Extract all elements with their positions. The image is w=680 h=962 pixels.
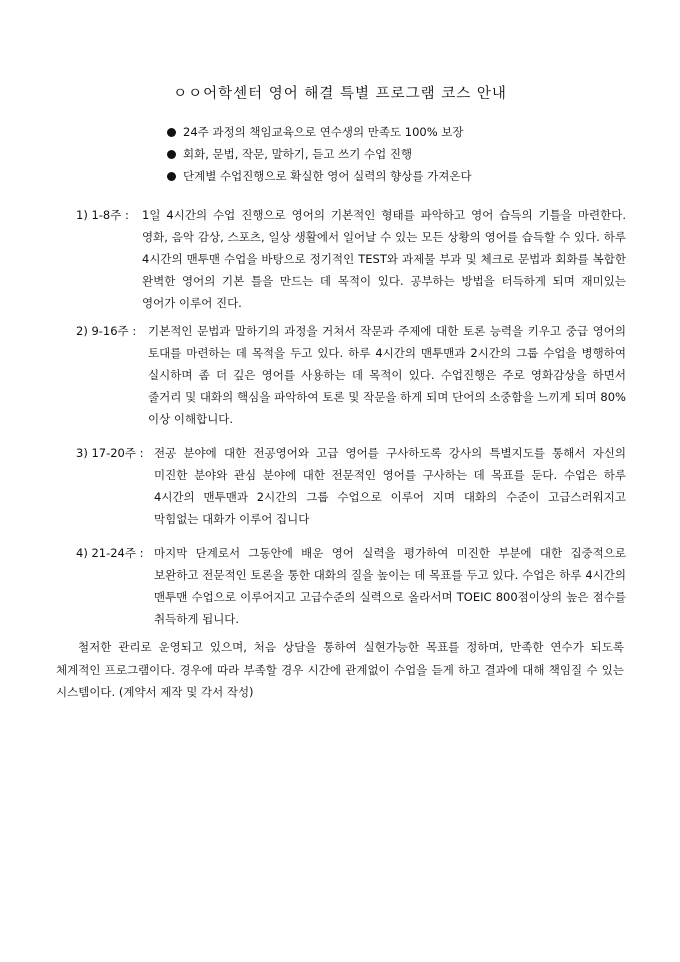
section-text: 1일 4시간의 수업 진행으로 영어의 기본적인 형태를 파악하고 영어 습득의 기틀을 마련한다. 영화, 음악 감상, 스포츠, 일상 생활에서 일어날 수 있는 모든 상황의 영어를 습득할 수 있다. 하루 4시간의 맨투맨 수업을 바탕으로 정기적인 TEST와 과제물 부과 및 체크로 문법과 회화를 복합한 완벽한 영어의 기본 틀을 만드는 데 목적이 있다. 공부하는 방법을 터득하게 되며 재미있는 영어가 이루어 진다. [142,208,626,310]
highlight-list [167,121,472,187]
highlight-text: 회화, 문법, 작문, 말하기, 듣고 쓰기 수업 진행 [183,147,413,161]
course-section-3 [76,442,626,530]
section-text: 전공 분야에 대한 전공영어와 고급 영어를 구사하도록 강사의 특별지도를 통해서 자신의 미진한 분야와 관심 분야에 대한 전문적인 영어를 구사하는 데 목표를 둔다. 수업은 하루 4시간의 맨투맨과 2시간의 그룹 수업으로 이루어 지며 대화의 수준이 고급스러워지고 막힘없는 대화가 이루어 집니다 [154,446,626,526]
section-label: 3) 17-20주 : [76,446,144,460]
bullet-icon [167,172,176,181]
highlight-item [167,143,472,165]
section-label: 4) 21-24주 : [76,546,144,560]
course-section-4 [76,542,626,630]
section-text: 기본적인 문법과 말하기의 과정을 거쳐서 작문과 주제에 대한 토론 능력을 키우고 중급 영어의 토대를 마련하는 데 목적을 두고 있다. 하루 4시간의 맨투맨과 2시간의 그룹 수업을 병행하여 실시하며 좀 더 깊은 영어를 사용하는 데 목적이 있다. 수업진행은 주로 영화감상을 하면서 줄거리 및 대화의 핵심을 파악하여 토론 및 작문을 하게 되며 단어의 소중함을 느끼게 되며 80%이상 이해합니다. [148,324,626,426]
page-title: ㅇㅇ어학센터 영어 해결 특별 프로그램 코스 안내 [173,86,507,102]
section-text: 마지막 단계로서 그동안에 배운 영어 실력을 평가하여 미진한 부분에 대한 집중적으로 보완하고 전문적인 토론을 통한 대화의 질을 높이는 데 목표를 두고 있다. 수업은 하루 4시간의 맨투맨 수업으로 이루어지고 고급수준의 실력으로 올라서며 TOEIC 800점이상의 높은 점수를 취득하게 됩니다. [154,546,626,626]
highlight-item [167,165,472,187]
section-label: 1) 1-8주 : [76,208,129,222]
highlight-item [167,121,472,143]
bullet-icon [167,128,176,137]
course-section-1 [76,204,626,314]
bullet-icon [167,150,176,159]
closing-paragraph: 철저한 관리로 운영되고 있으며, 처음 상담을 통하여 실현가능한 목표를 정하며, 만족한 연수가 되도록 체계적인 프로그램이다. 경우에 따라 부족할 경우 시간에 관계없이 수업을 듣게 하고 결과에 대해 책임질 수 있는 시스템이다. (계약서 제작 및 각서 작성) [56,640,624,699]
highlight-text: 단계별 수업진행으로 확실한 영어 실력의 향상를 가져온다 [183,169,472,183]
section-label: 2) 9-16주 : [76,324,137,338]
highlight-text: 24주 과정의 책임교육으로 연수생의 만족도 100% 보장 [183,125,464,139]
course-section-2 [76,320,626,430]
